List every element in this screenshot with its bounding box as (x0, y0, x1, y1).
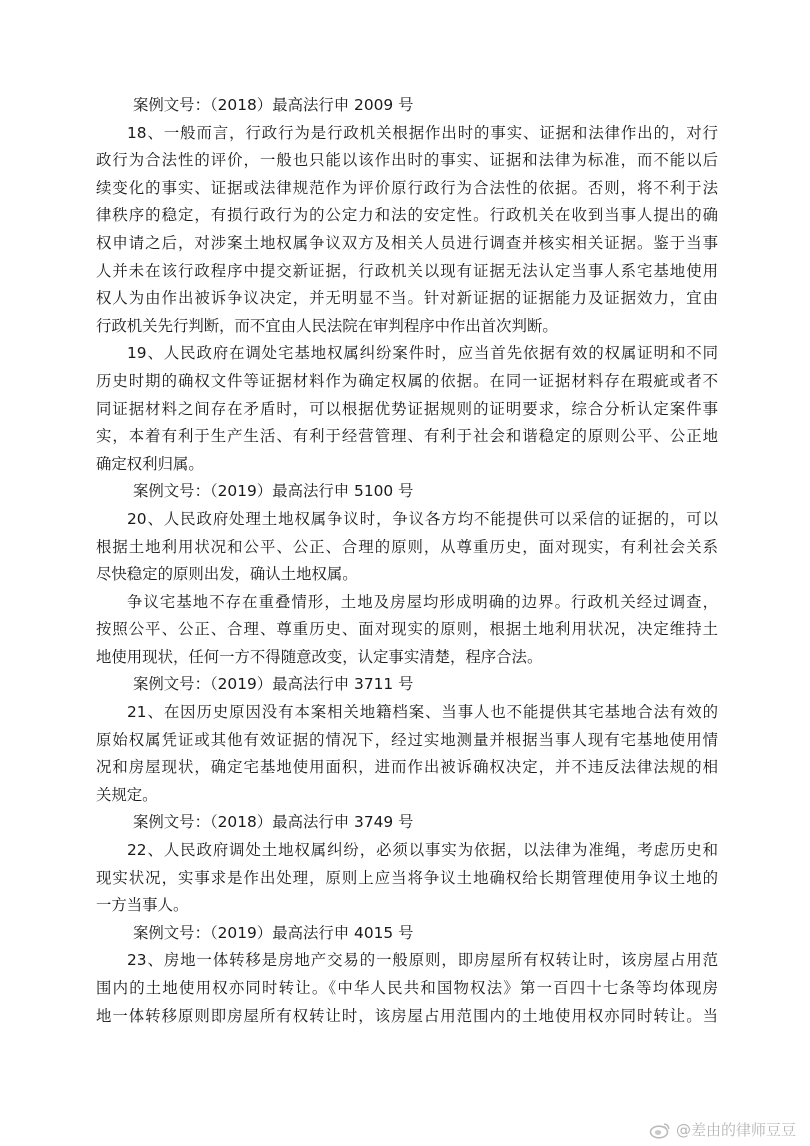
text-line: 律秩序的稳定，有损行政行为的公定力和法的安定性。行政机关在收到当事人提出的确 (96, 206, 718, 225)
text-line: 政行为合法性的评价，一般也只能以该作出时的事实、证据和法律为标准，而不能以后 (96, 151, 718, 170)
case-number-line: 案例文号：（2018）最高法行申 3749 号 (133, 813, 414, 832)
text-line: 现实状况，实事求是作出处理，原则上应当将争议土地确权给长期管理使用争议土地的 (96, 868, 718, 887)
text-line: 18、一般而言，行政行为是行政机关根据作出时的事实、证据和法律作出的，对行 (127, 123, 718, 142)
text-line: 历史时期的确权文件等证据材料作为确定权属的依据。在同一证据材料存在瑕疵或者不 (96, 371, 718, 390)
text-line: 按照公平、公正、合理、尊重历史、面对现实的原则，根据土地利用状况，决定维持土 (96, 620, 718, 639)
text-line: 况和房屋现状，确定宅基地使用面积，进而作出被诉确权决定，并不违反法律法规的相 (96, 758, 718, 777)
text-line: 地一体转移原则即房屋所有权转让时，该房屋占用范围内的土地使用权亦同时转让。当 (96, 1006, 718, 1025)
text-line: 实，本着有利于生产生活、有利于经营管理、有利于社会和谐稳定的原则公平、公正地 (96, 427, 718, 446)
text-line: 确定权利归属。 (96, 454, 204, 473)
text-line: 续变化的事实、证据或法律规范作为评价原行政行为合法性的依据。否则，将不利于法 (96, 178, 718, 197)
text-line: 一方当事人。 (96, 896, 189, 915)
watermark-text: @差由的律师豆豆 (675, 1121, 796, 1139)
text-line: 围内的土地使用权亦同时转让。《中华人民共和国物权法》第一百四十七条等均体现房 (96, 979, 718, 997)
text-line: 人并未在该行政程序中提交新证据，行政机关以现有证据无法认定当事人系宅基地使用 (96, 261, 718, 280)
text-line: 19、人民政府在调处宅基地权属纠纷案件时，应当首先依据有效的权属证明和不同 (127, 344, 718, 363)
case-number-line: 案例文号：（2019）最高法行申 5100 号 (133, 482, 414, 501)
text-line: 行政机关先行判断，而不宜由人民法院在审判程序中作出首次判断。 (96, 316, 558, 335)
text-line: 22、人民政府调处土地权属纠纷，必须以事实为依据，以法律为准绳，考虑历史和 (127, 841, 718, 860)
document-page (96, 92, 718, 1030)
text-line: 原始权属凭证或其他有效证据的情况下，经过实地测量并根据当事人现有宅基地使用情 (96, 730, 718, 749)
text-line: 尽快稳定的原则出发，确认土地权属。 (96, 565, 358, 584)
text-line: 23、房地一体转移是房地产交易的一般原则，即房屋所有权转让时，该房屋占用范 (127, 951, 718, 970)
watermark (649, 1119, 796, 1140)
text-line: 根据土地利用状况和公平、公正、合理的原则，从尊重历史，面对现实，有利社会关系 (96, 537, 718, 556)
text-line: 争议宅基地不存在重叠情形，土地及房屋均形成明确的边界。行政机关经过调查， (127, 592, 718, 611)
text-line: 同证据材料之间存在矛盾时，可以根据优势证据规则的证明要求，综合分析认定案件事 (96, 399, 718, 418)
case-number-line: 案例文号：（2019）最高法行申 3711 号 (133, 675, 414, 694)
case-number-line: 案例文号：（2019）最高法行申 4015 号 (133, 923, 414, 942)
text-line: 20、人民政府处理土地权属争议时，争议各方均不能提供可以采信的证据的，可以 (127, 509, 718, 528)
text-line: 地使用现状，任何一方不得随意改变，认定事实清楚，程序合法。 (96, 647, 543, 666)
text-line: 权人为由作出被诉争议决定，并无明显不当。针对新证据的证据能力及证据效力，宜由 (96, 289, 718, 308)
text-line: 21、在因历史原因没有本案相关地籍档案、当事人也不能提供其宅基地合法有效的 (127, 703, 718, 722)
text-line: 关规定。 (96, 785, 158, 804)
weibo-icon (649, 1121, 671, 1139)
case-number-line: 案例文号：（2018）最高法行申 2009 号 (133, 96, 414, 114)
text-line: 权申请之后，对涉案土地权属争议双方及相关人员进行调查并核实相关证据。鉴于当事 (96, 233, 718, 252)
